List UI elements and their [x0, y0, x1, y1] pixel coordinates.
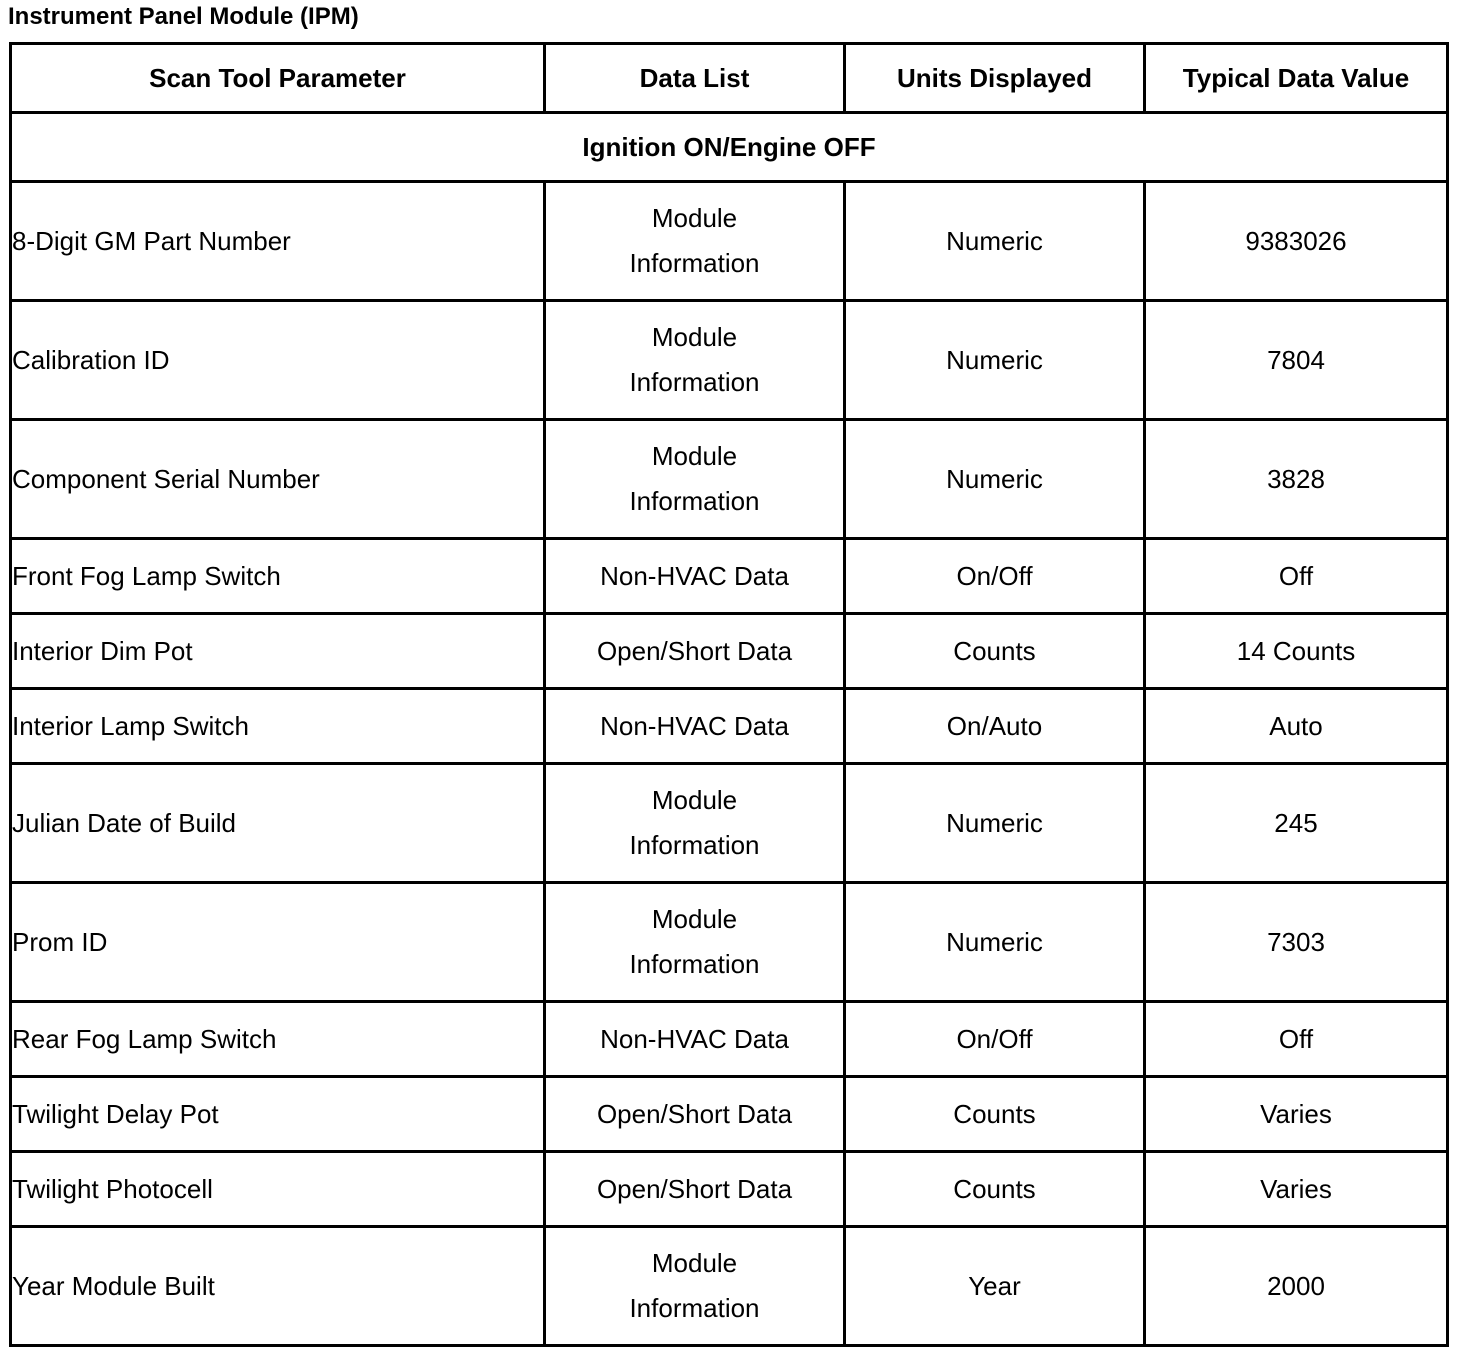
- table-row: [11, 539, 1448, 614]
- parameter-cell: Julian Date of Build: [11, 764, 545, 883]
- units-cell: Counts: [845, 1152, 1145, 1227]
- data-list-line: Module: [651, 1248, 738, 1278]
- table-row: [11, 764, 1448, 883]
- page-title: Instrument Panel Module (IPM): [8, 3, 359, 30]
- value-cell: Varies: [1145, 1077, 1448, 1152]
- data-list-cell: Open/Short Data: [545, 614, 845, 689]
- column-header-data-list: Data List: [545, 44, 845, 113]
- value-cell: Varies: [1145, 1152, 1448, 1227]
- value-cell: 2000: [1145, 1227, 1448, 1346]
- value-cell: 14 Counts: [1145, 614, 1448, 689]
- value-cell: Off: [1145, 1002, 1448, 1077]
- parameter-cell: Interior Dim Pot: [11, 614, 545, 689]
- value-cell: 3828: [1145, 420, 1448, 539]
- data-list-cell: Non-HVAC Data: [545, 539, 845, 614]
- parameter-cell: Twilight Photocell: [11, 1152, 545, 1227]
- units-cell: On/Off: [845, 539, 1145, 614]
- table-row: [11, 1002, 1448, 1077]
- value-cell: Auto: [1145, 689, 1448, 764]
- data-list-cell: [545, 420, 845, 539]
- data-list-cell: [545, 301, 845, 420]
- column-header-typical-value: Typical Data Value: [1145, 44, 1448, 113]
- units-cell: Numeric: [845, 883, 1145, 1002]
- data-list-line: Information: [629, 949, 760, 979]
- table-row: [11, 1152, 1448, 1227]
- data-list-line: Module: [651, 441, 738, 471]
- units-cell: Counts: [845, 614, 1145, 689]
- table-row: [11, 1227, 1448, 1346]
- units-cell: Counts: [845, 1077, 1145, 1152]
- parameter-cell: Rear Fog Lamp Switch: [11, 1002, 545, 1077]
- parameter-cell: Twilight Delay Pot: [11, 1077, 545, 1152]
- column-header-parameter: Scan Tool Parameter: [11, 44, 545, 113]
- data-list-line: Information: [629, 367, 760, 397]
- data-list-line: Module: [651, 322, 738, 352]
- parameter-cell: Year Module Built: [11, 1227, 545, 1346]
- data-list-cell: Open/Short Data: [545, 1077, 845, 1152]
- value-cell: 9383026: [1145, 182, 1448, 301]
- table-row: [11, 689, 1448, 764]
- table-row: [11, 1077, 1448, 1152]
- units-cell: Numeric: [845, 764, 1145, 883]
- value-cell: 245: [1145, 764, 1448, 883]
- data-list-cell: [545, 1227, 845, 1346]
- data-list-cell: Non-HVAC Data: [545, 1002, 845, 1077]
- data-list-line: Information: [629, 1293, 760, 1323]
- units-cell: Year: [845, 1227, 1145, 1346]
- data-list-line: Module: [651, 904, 738, 934]
- units-cell: Numeric: [845, 182, 1145, 301]
- units-cell: On/Auto: [845, 689, 1145, 764]
- column-header-units: Units Displayed: [845, 44, 1145, 113]
- data-list-cell: [545, 764, 845, 883]
- data-list-line: Information: [629, 248, 760, 278]
- value-cell: 7303: [1145, 883, 1448, 1002]
- value-cell: Off: [1145, 539, 1448, 614]
- section-row: [11, 113, 1448, 182]
- header-row: [11, 44, 1448, 113]
- units-cell: Numeric: [845, 420, 1145, 539]
- table-row: [11, 614, 1448, 689]
- data-list-line: Information: [629, 486, 760, 516]
- parameter-cell: Calibration ID: [11, 301, 545, 420]
- parameter-cell: Component Serial Number: [11, 420, 545, 539]
- value-cell: 7804: [1145, 301, 1448, 420]
- data-list-cell: [545, 182, 845, 301]
- units-cell: On/Off: [845, 1002, 1145, 1077]
- table-row: [11, 182, 1448, 301]
- parameter-cell: Prom ID: [11, 883, 545, 1002]
- table-row: [11, 301, 1448, 420]
- parameter-cell: Front Fog Lamp Switch: [11, 539, 545, 614]
- data-list-cell: [545, 883, 845, 1002]
- data-list-cell: Open/Short Data: [545, 1152, 845, 1227]
- data-list-line: Information: [629, 830, 760, 860]
- parameter-cell: 8-Digit GM Part Number: [11, 182, 545, 301]
- scan-tool-data-table: [9, 42, 1449, 1347]
- parameter-cell: Interior Lamp Switch: [11, 689, 545, 764]
- data-list-line: Module: [651, 785, 738, 815]
- units-cell: Numeric: [845, 301, 1145, 420]
- data-list-cell: Non-HVAC Data: [545, 689, 845, 764]
- data-list-line: Module: [651, 203, 738, 233]
- table-row: [11, 883, 1448, 1002]
- section-label: Ignition ON/Engine OFF: [11, 113, 1448, 182]
- table-row: [11, 420, 1448, 539]
